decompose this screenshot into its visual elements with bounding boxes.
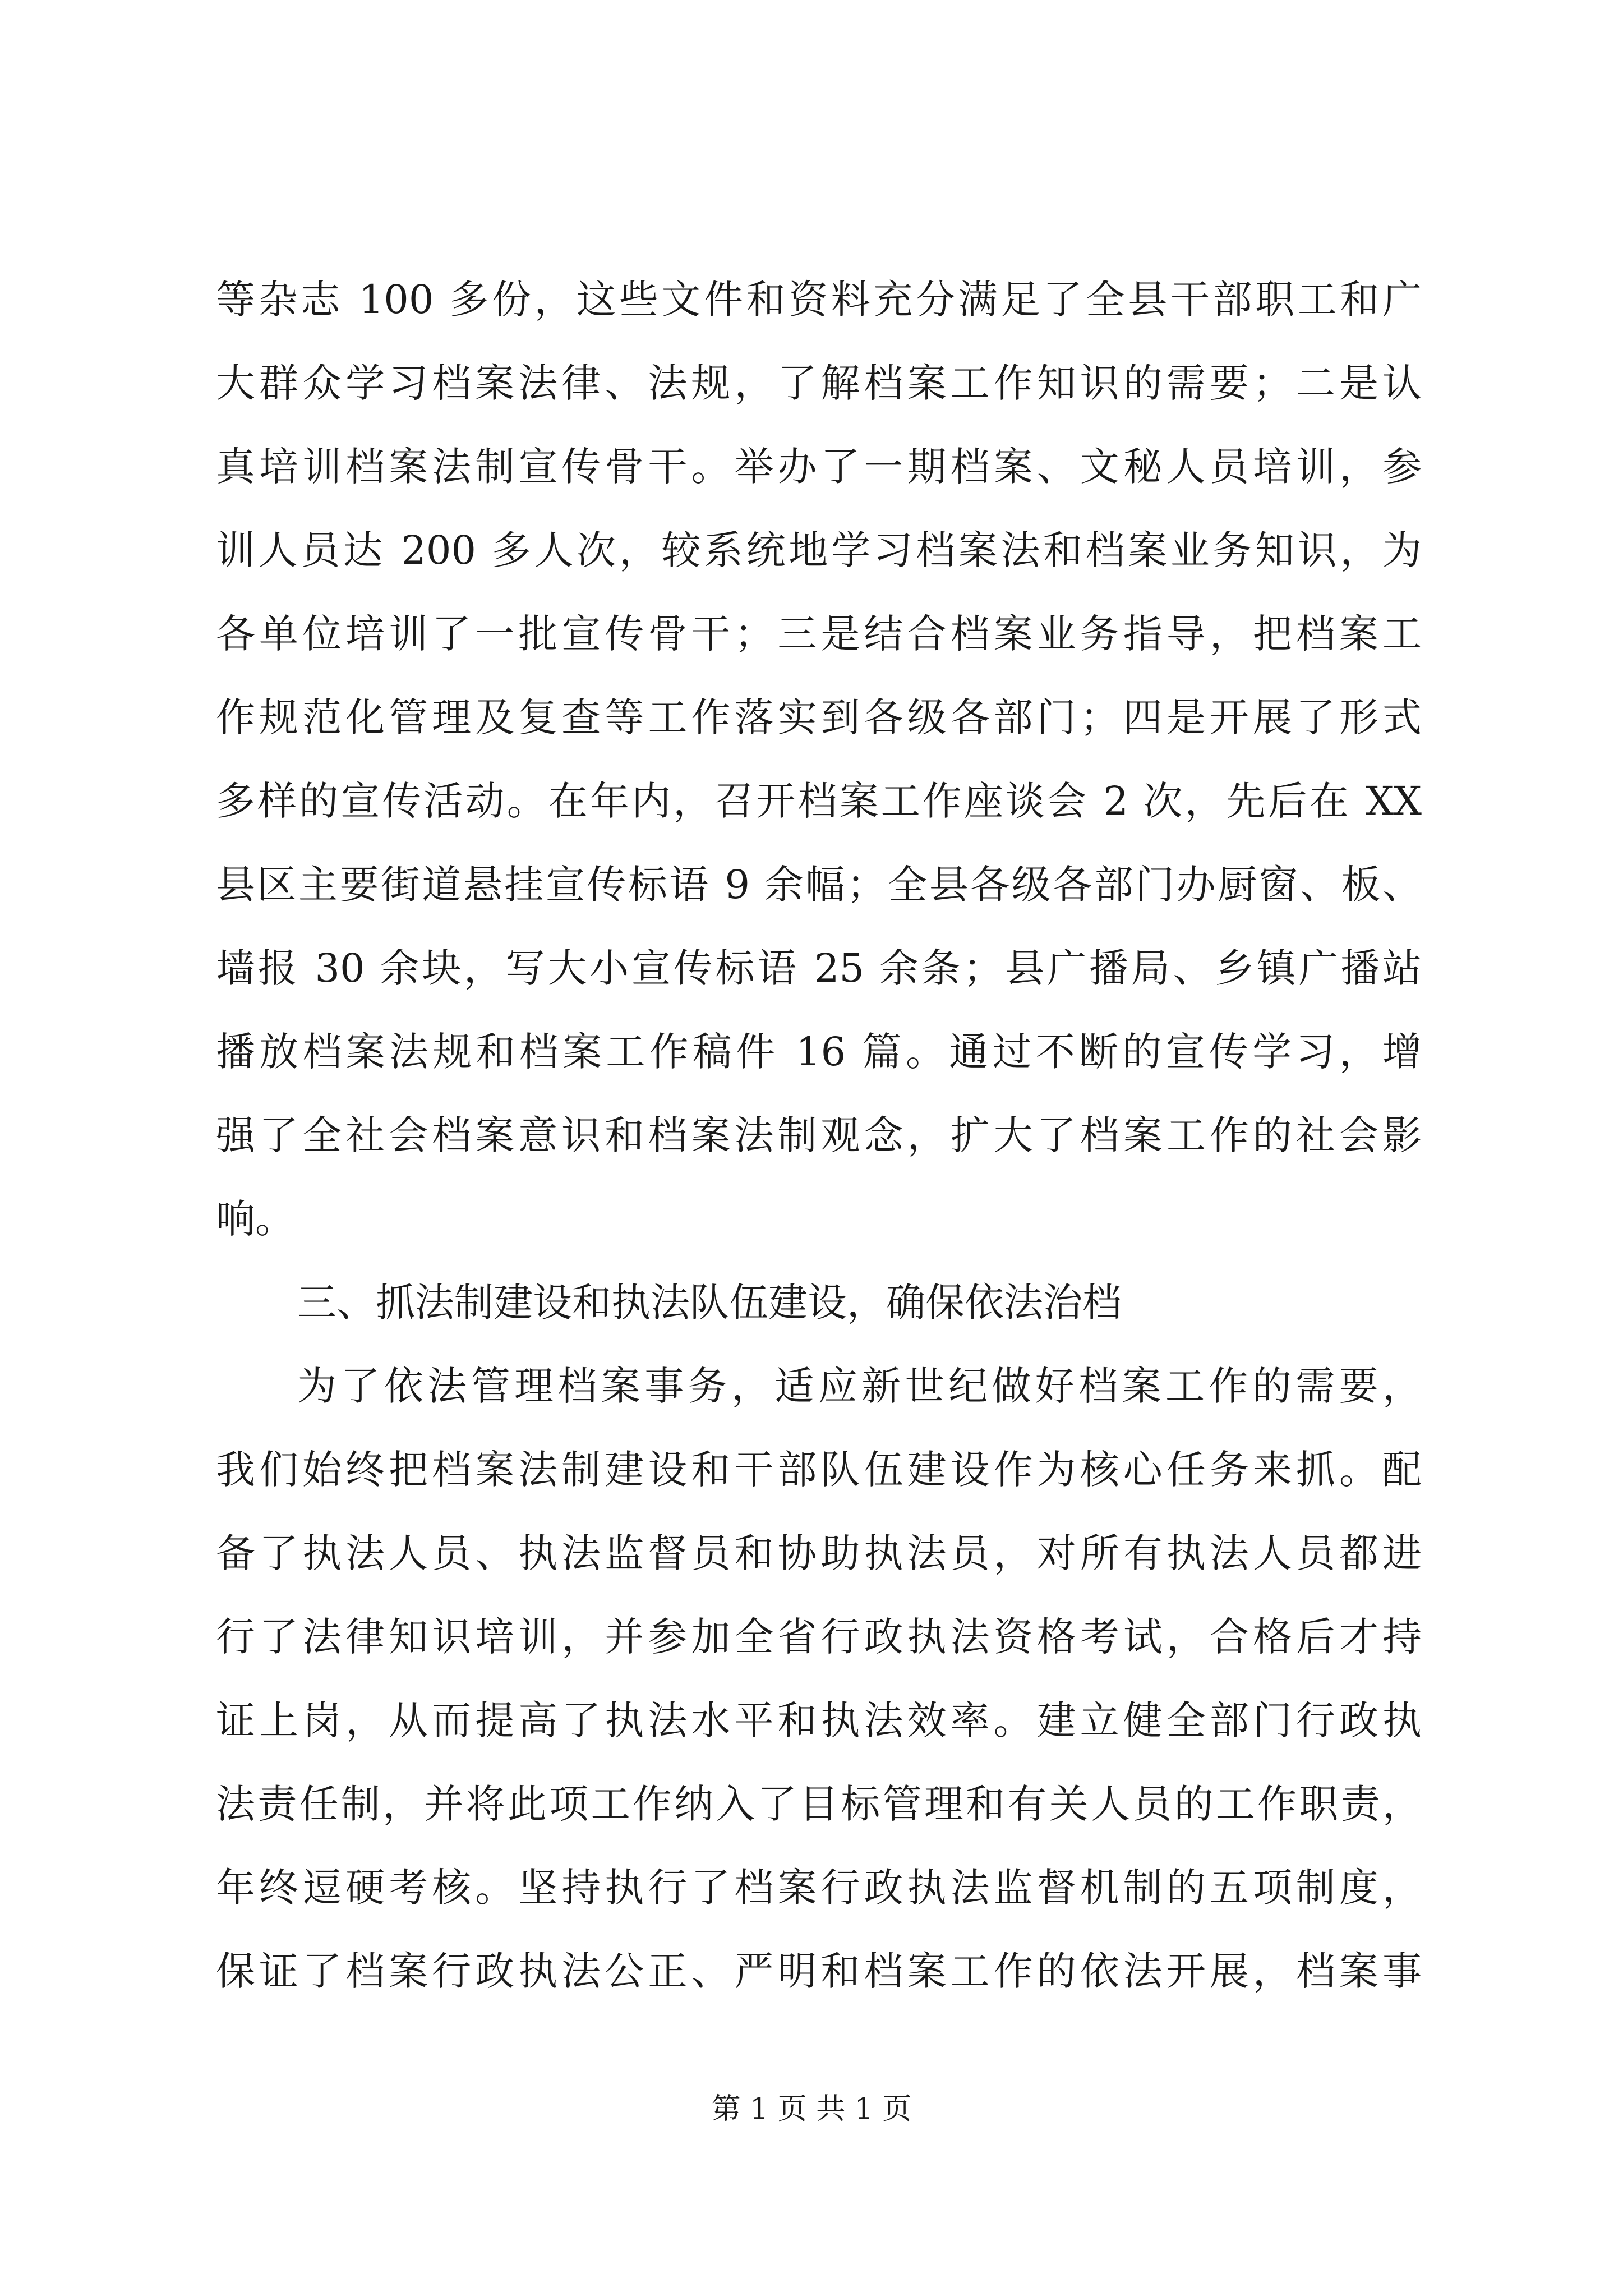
text-line: 等杂志 100 多份，这些文件和资料充分满足了全县干部职工和广 bbox=[216, 277, 1422, 323]
text-line: 作规范化管理及复查等工作落实到各级各部门；四是开展了形式 bbox=[216, 694, 1422, 740]
text-line: 备了执法人员、执法监督员和协助执法员，对所有执法人员都进 bbox=[216, 1530, 1422, 1576]
text-line: 保证了档案行政执法公正、严明和档案工作的依法开展，档案事 bbox=[216, 1948, 1422, 1994]
section-heading: 三、抓法制建设和执法队伍建设，确保依法治档 bbox=[297, 1280, 1122, 1326]
page-footer bbox=[0, 2087, 1623, 2132]
text-line: 多样的宣传活动。在年内，召开档案工作座谈会 2 次，先后在 XX bbox=[216, 778, 1422, 824]
text-line: 为了依法管理档案事务，适应新世纪做好档案工作的需要， bbox=[297, 1363, 1422, 1409]
text-line: 响。 bbox=[216, 1196, 294, 1242]
text-line: 播放档案法规和档案工作稿件 16 篇。通过不断的宣传学习，增 bbox=[216, 1029, 1422, 1075]
text-line: 年终逗硬考核。坚持执行了档案行政执法监督机制的五项制度， bbox=[216, 1865, 1422, 1911]
paragraph-continued bbox=[216, 258, 1422, 1261]
text-line: 法责任制，并将此项工作纳入了目标管理和有关人员的工作职责， bbox=[216, 1781, 1422, 1827]
text-line: 强了全社会档案意识和档案法制观念，扩大了档案工作的社会影 bbox=[216, 1112, 1422, 1158]
text-line: 训人员达 200 多人次，较系统地学习档案法和档案业务知识，为 bbox=[216, 527, 1422, 573]
text-line: 墙报 30 余块，写大小宣传标语 25 余条；县广播局、乡镇广播站 bbox=[216, 945, 1422, 991]
text-line: 大群众学习档案法律、法规，了解档案工作知识的需要；二是认 bbox=[216, 360, 1422, 406]
text-line: 行了法律知识培训，并参加全省行政执法资格考试，合格后才持 bbox=[216, 1614, 1422, 1660]
paragraph bbox=[216, 1345, 1422, 2013]
document-body bbox=[216, 258, 1422, 2013]
text-line: 县区主要街道悬挂宣传标语 9 余幅；全县各级各部门办厨窗、板、 bbox=[216, 862, 1422, 908]
text-line: 证上岗，从而提高了执法水平和执法效率。建立健全部门行政执 bbox=[216, 1697, 1422, 1743]
page-number: 第 1 页 共 1 页 bbox=[711, 2092, 912, 2126]
text-line: 真培训档案法制宣传骨干。举办了一期档案、文秘人员培训，参 bbox=[216, 444, 1422, 490]
text-line: 各单位培训了一批宣传骨干；三是结合档案业务指导，把档案工 bbox=[216, 611, 1422, 657]
text-line: 我们始终把档案法制建设和干部队伍建设作为核心任务来抓。配 bbox=[216, 1447, 1422, 1493]
